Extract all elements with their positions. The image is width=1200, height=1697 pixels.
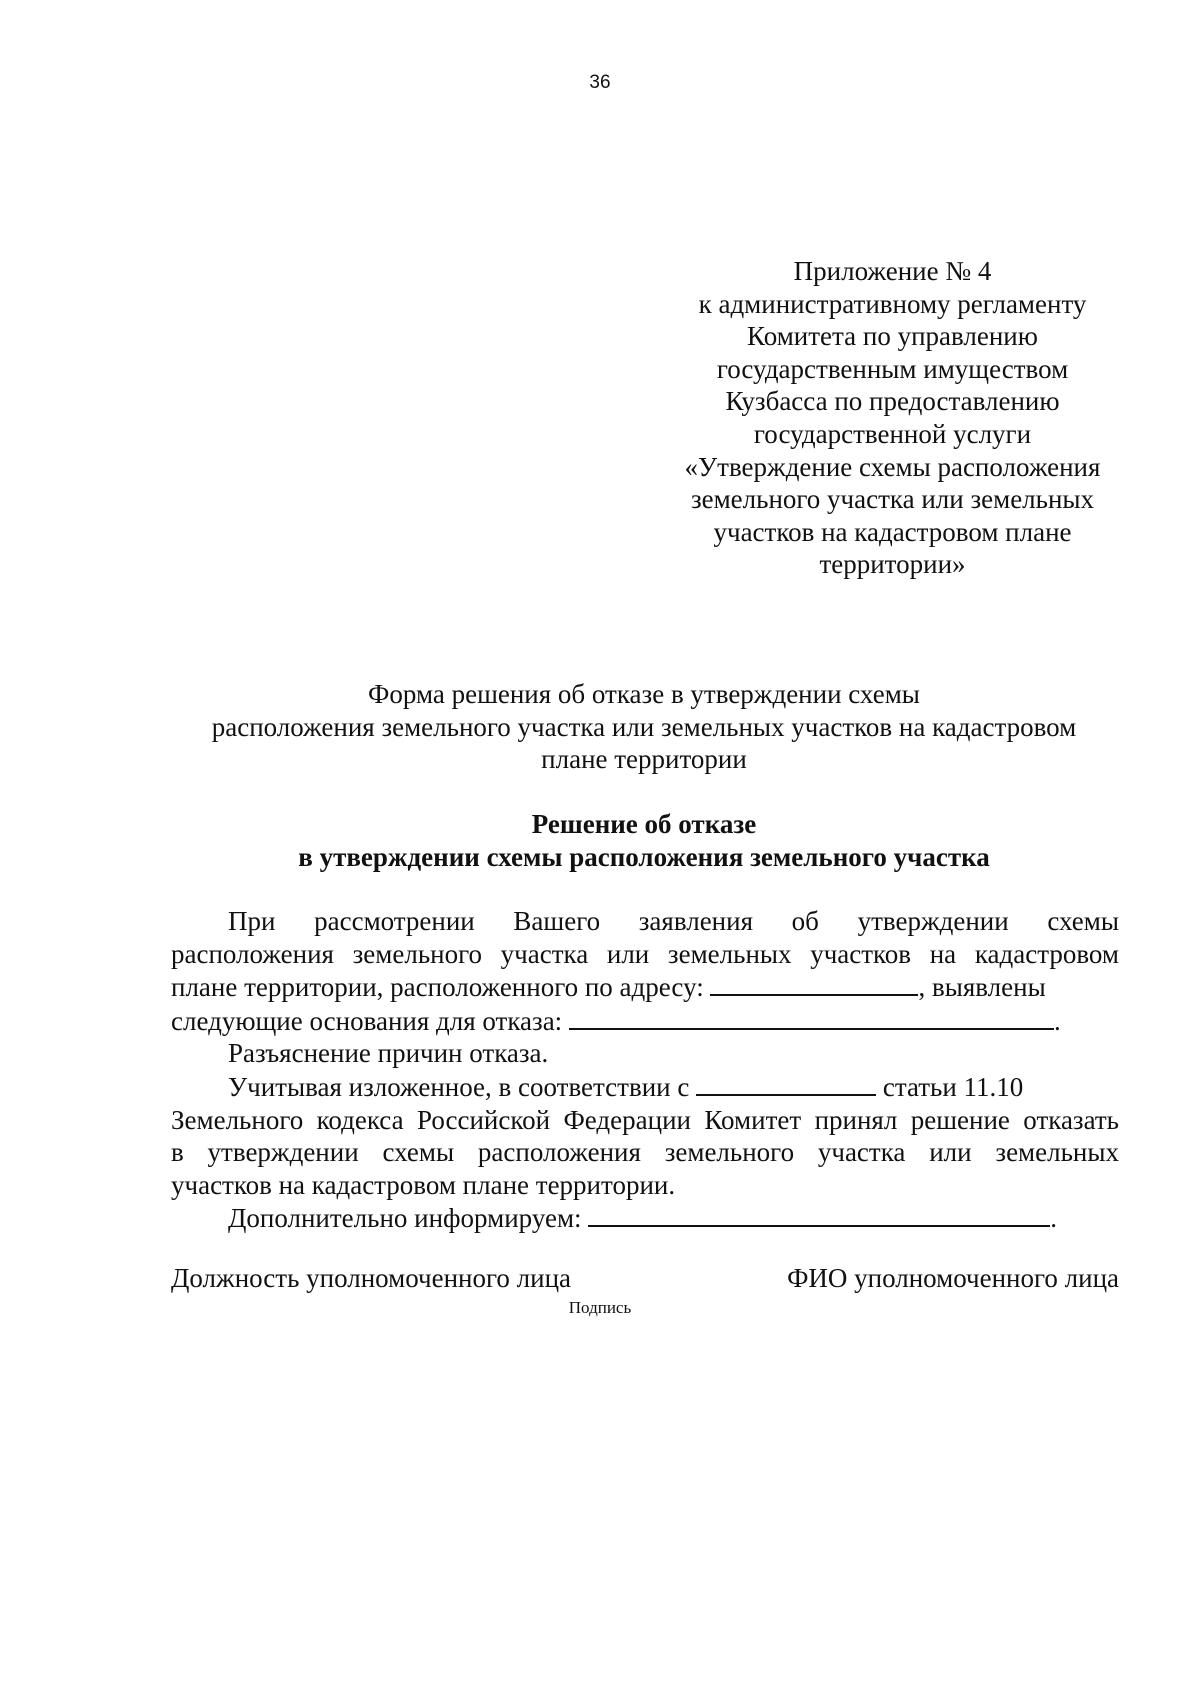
body-text-segment: . [1053, 1005, 1061, 1036]
body-text-segment: Дополнительно информируем: [228, 1203, 589, 1234]
body-paragraph-4 [171, 1201, 1119, 1235]
appendix-line: государственным имуществом [716, 353, 1069, 384]
body-text-segment: статьи 11.10 [876, 1071, 1024, 1102]
additional-info-blank-field[interactable] [588, 1201, 1050, 1227]
body-text-segment: , выявлены [918, 972, 1046, 1003]
body-paragraph-1-line-2: расположения земельного участка или земельных участков на кадастровом [171, 938, 1119, 969]
appendix-line: участков на кадастровом плане [713, 516, 1072, 547]
body-paragraph-3-line-2: Земельного кодекса Российской Федерации Комитет принял решение отказать [171, 1104, 1119, 1135]
appendix-line: государственной услуги [753, 418, 1032, 449]
appendix-line: земельного участка или земельных [690, 484, 1095, 515]
appendix-line: территории» [819, 549, 966, 580]
body-paragraph-1-line-3 [171, 970, 1119, 1004]
body-paragraph-3-line-1 [171, 1070, 1119, 1104]
form-title [150, 678, 1138, 776]
name-label: ФИО уполномоченного лица [787, 1263, 1119, 1293]
appendix-line: Приложение № 4 [793, 256, 992, 286]
decision-body [171, 905, 1119, 1235]
refusal-grounds-blank-field[interactable] [569, 1004, 1054, 1030]
body-paragraph-3-line-3: в утверждении схемы расположения земельного участка или земельных [171, 1137, 1119, 1168]
page-number: 36 [589, 72, 611, 93]
form-title-line: плане территории [541, 744, 747, 775]
body-paragraph-1-line-4 [171, 1004, 1119, 1038]
body-text-segment: . [1050, 1203, 1058, 1234]
decision-title-line: в утверждении схемы расположения земельного участка [298, 841, 990, 872]
decision-title [150, 808, 1138, 873]
form-title-line: расположения земельного участка или земельных участков на кадастровом [211, 711, 1077, 742]
body-text-segment: следующие основания для отказа: [171, 1005, 569, 1036]
appendix-line: Кузбасса по предоставлению [725, 386, 1060, 417]
article-point-blank-field[interactable] [696, 1070, 876, 1096]
appendix-line: «Утверждение схемы расположения [684, 451, 1101, 482]
decision-title-line: Решение об отказе [531, 809, 757, 839]
form-title-line: Форма решения об отказе в утверждении схемы [368, 679, 920, 709]
body-paragraph-2: Разъяснение причин отказа. [228, 1038, 549, 1069]
appendix-line: Комитета по управлению [747, 321, 1038, 352]
body-paragraph-1-line-1: При рассмотрении Вашего заявления об утверждении схемы [228, 906, 1119, 936]
body-text-segment: Учитывая изложенное, в соответствии с [228, 1071, 697, 1102]
body-paragraph-3-line-4: участков на кадастровом плане территории. [171, 1169, 676, 1200]
signature-caption: Подпись [568, 1298, 632, 1317]
position-label: Должность уполномоченного лица [171, 1263, 572, 1293]
appendix-header [640, 255, 1145, 581]
body-text-segment: плане территории, расположенного по адресу: [171, 972, 711, 1003]
appendix-line: к административному регламенту [698, 288, 1087, 319]
address-blank-field[interactable] [710, 970, 918, 996]
